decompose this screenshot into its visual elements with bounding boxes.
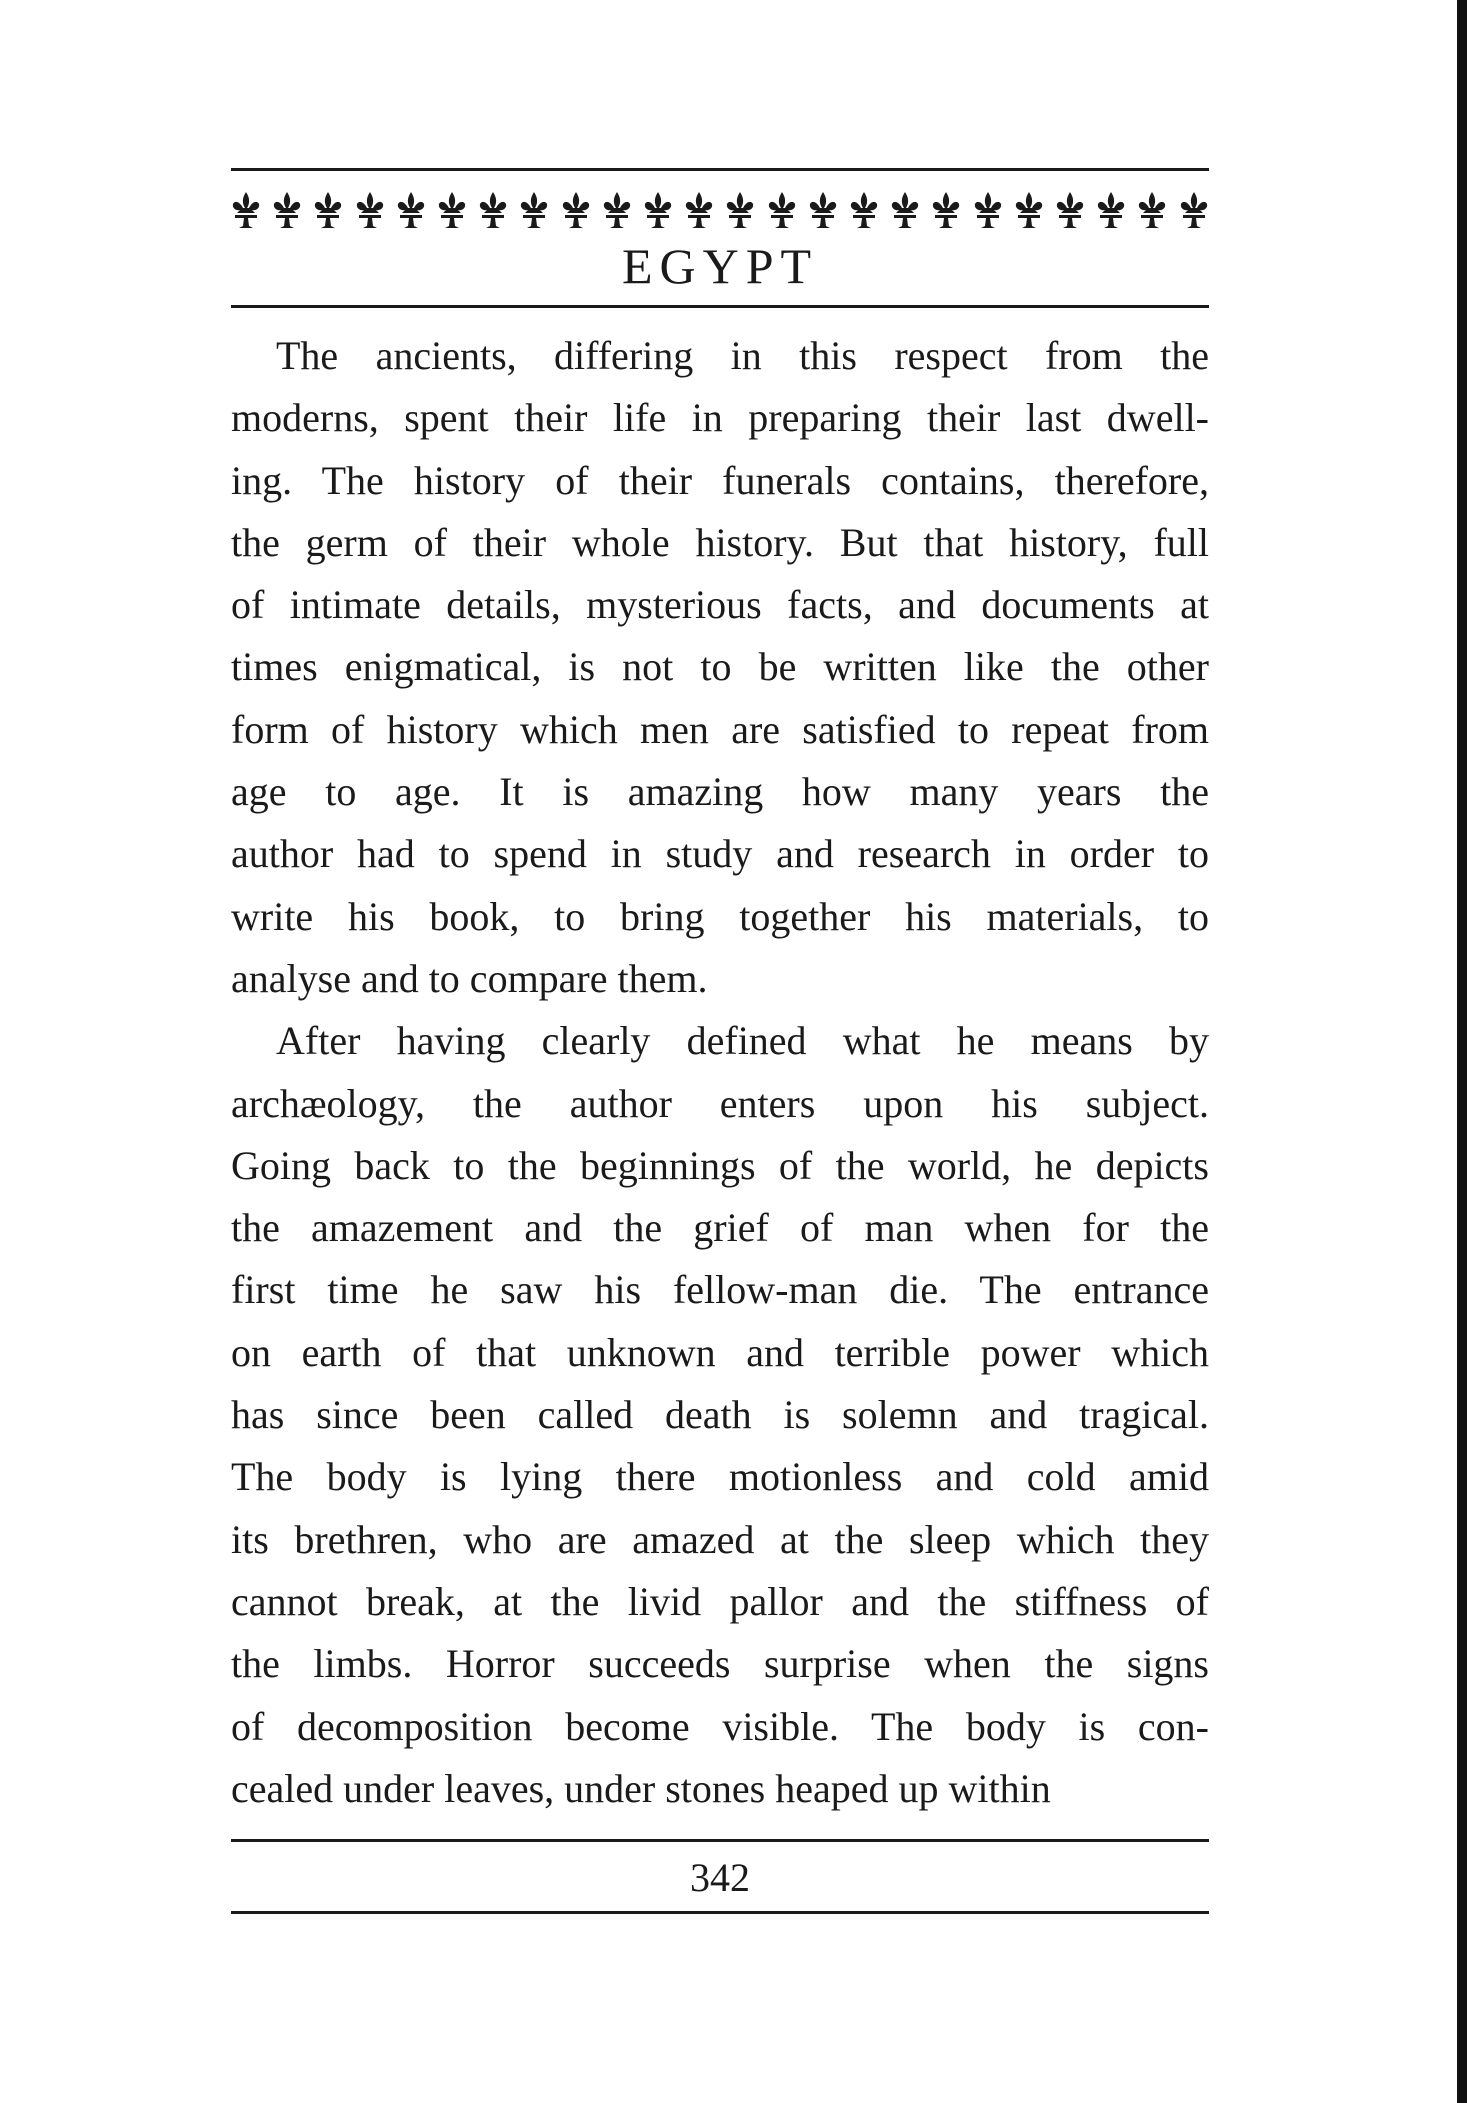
fleur-de-lis-icon — [767, 190, 797, 230]
text-line: analyse and to compare them. — [231, 955, 708, 1001]
text-line: of intimate details, mysterious facts, and documents at — [231, 582, 1209, 628]
paragraph — [231, 1010, 1209, 1820]
fleur-de-lis-icon — [684, 190, 714, 230]
fleur-de-lis-icon — [478, 190, 508, 230]
text-line: has since been called death is solemn and tragical. — [231, 1392, 1209, 1438]
body-text — [231, 325, 1209, 1820]
fleur-de-lis-icon — [1137, 190, 1167, 230]
fleur-de-lis-icon — [973, 190, 1003, 230]
header-rule-bottom — [231, 305, 1209, 308]
header-rule-top — [231, 168, 1209, 171]
running-head: EGYPT — [621, 238, 819, 294]
text-line: Going back to the beginnings of the world, he depicts — [231, 1142, 1209, 1188]
fleur-de-lis-icon — [643, 190, 673, 230]
text-line: moderns, spent their life in preparing their last dwell- — [231, 395, 1209, 441]
text-line: write his book, to bring together his materials, to — [231, 893, 1209, 939]
text-line: author had to spend in study and research in order to — [231, 831, 1209, 877]
ornament-band — [231, 190, 1209, 230]
fleur-de-lis-icon — [725, 190, 755, 230]
text-line: The body is lying there motionless and cold amid — [231, 1454, 1209, 1500]
text-line: times enigmatical, is not to be written like the other — [231, 644, 1209, 690]
fleur-de-lis-icon — [561, 190, 591, 230]
text-line: its brethren, who are amazed at the sleep which they — [231, 1516, 1209, 1562]
fleur-de-lis-icon — [396, 190, 426, 230]
fleur-de-lis-icon — [890, 190, 920, 230]
fleur-de-lis-icon — [931, 190, 961, 230]
page-number: 342 — [690, 1855, 750, 1900]
fleur-de-lis-icon — [355, 190, 385, 230]
fleur-de-lis-icon — [808, 190, 838, 230]
text-line: cannot break, at the livid pallor and the stiffness of — [231, 1578, 1209, 1624]
fleur-de-lis-icon — [519, 190, 549, 230]
text-line: After having clearly defined what he means by — [276, 1018, 1209, 1064]
fleur-de-lis-icon — [272, 190, 302, 230]
text-line: form of history which men are satisfied to repeat from — [231, 706, 1209, 752]
footer-rule-top — [231, 1839, 1209, 1842]
text-line: the germ of their whole history. But that history, full — [231, 519, 1209, 565]
fleur-de-lis-icon — [849, 190, 879, 230]
text-line: archæology, the author enters upon his subject. — [231, 1080, 1209, 1126]
fleur-de-lis-icon — [1179, 190, 1209, 230]
text-line: of decomposition become visible. The body is con- — [231, 1703, 1209, 1749]
text-line: age to age. It is amazing how many years the — [231, 769, 1209, 815]
fleur-de-lis-icon — [1014, 190, 1044, 230]
paragraph — [231, 325, 1209, 1010]
text-line: ing. The history of their funerals contains, therefore, — [231, 457, 1209, 503]
fleur-de-lis-icon — [1055, 190, 1085, 230]
text-line: on earth of that unknown and terrible power which — [231, 1329, 1209, 1375]
text-line: first time he saw his fellow-man die. The entrance — [231, 1267, 1209, 1313]
text-line: the amazement and the grief of man when for the — [231, 1205, 1209, 1251]
text-line: cealed under leaves, under stones heaped up within — [231, 1765, 1051, 1811]
text-line: the limbs. Horror succeeds surprise when the signs — [231, 1641, 1209, 1687]
fleur-de-lis-icon — [313, 190, 343, 230]
page-edge-shadow — [1457, 0, 1467, 2103]
text-line: The ancients, differing in this respect from the — [276, 333, 1209, 378]
fleur-de-lis-icon — [437, 190, 467, 230]
fleur-de-lis-icon — [602, 190, 632, 230]
footer-rule-bottom — [231, 1911, 1209, 1914]
fleur-de-lis-icon — [231, 190, 261, 230]
fleur-de-lis-icon — [1096, 190, 1126, 230]
